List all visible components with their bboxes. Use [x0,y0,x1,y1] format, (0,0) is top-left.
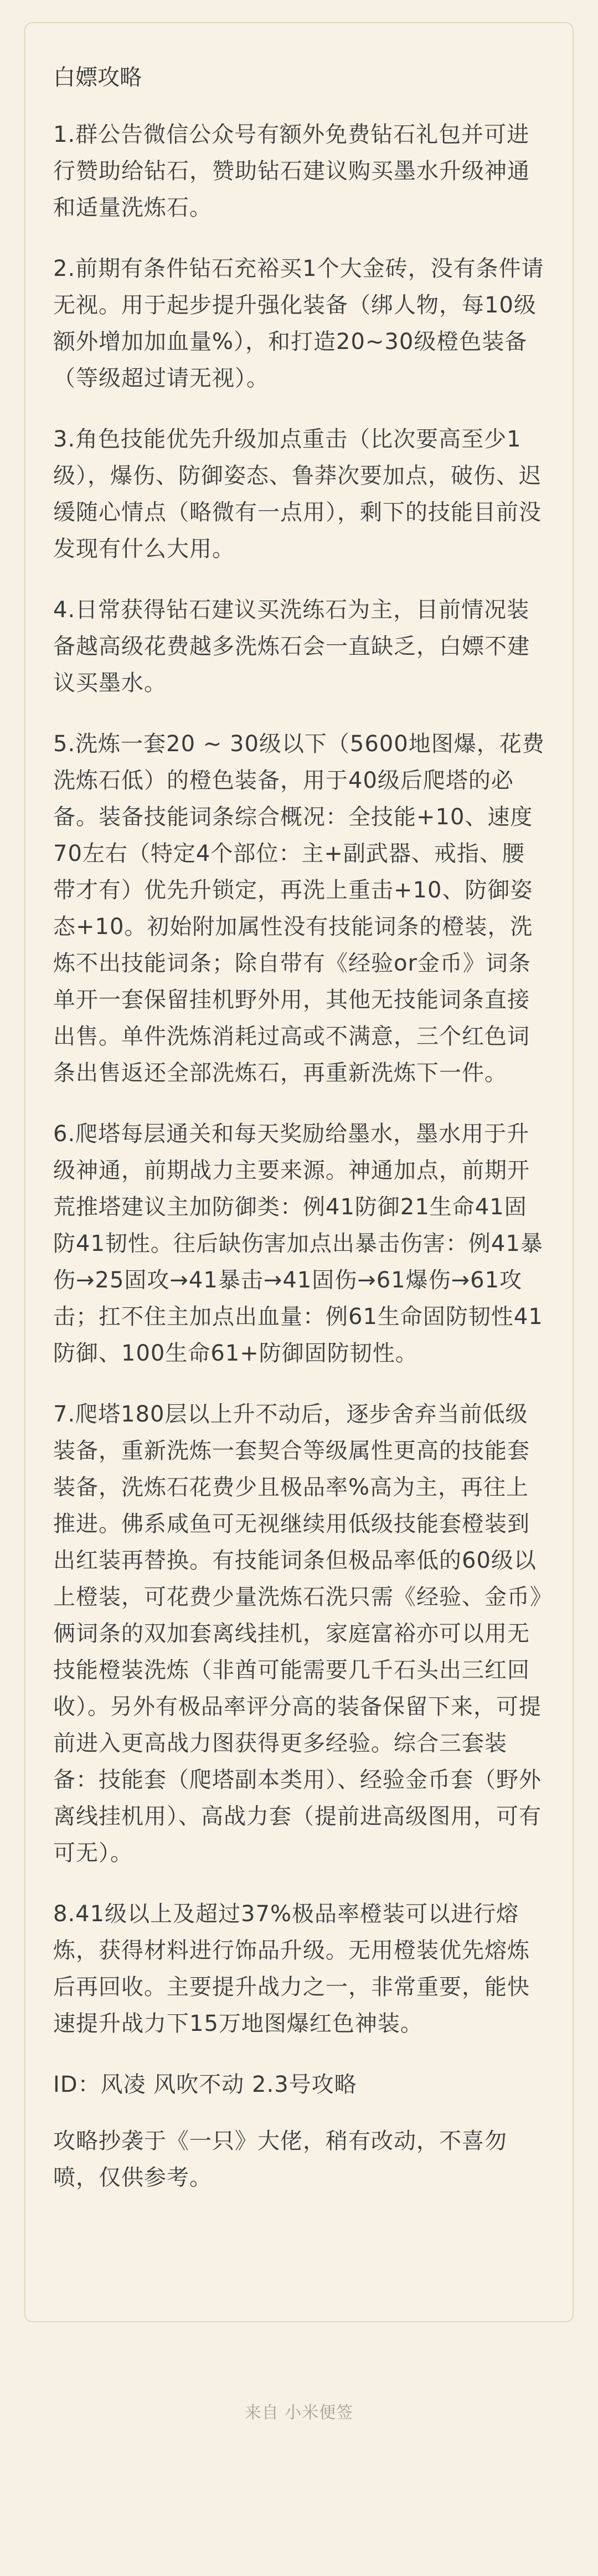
author-id-line: ID：风凌 风吹不动 2.3号攻略 [53,2072,357,2097]
note-title: 白嫖攻略 [53,65,142,90]
note-paragraph-2: 2.前期有条件钻石充裕买1个大金砖，没有条件请无视。用于起步提升强化装备（绑人物，每10级额外增加加血量%），和打造20~30级橙色装备（等级超过请无视）。 [53,256,544,391]
note-paragraph-1: 1.群公告微信公众号有额外免费钻石礼包并可进行赞助给钻石，赞助钻石建议购买墨水升级神通和适量洗炼石。 [53,122,530,220]
note-card[interactable] [24,22,574,2322]
note-paragraph-6: 6.爬塔每层通关和每天奖励给墨水，墨水用于升级神通，前期战力主要来源。神通加点，前期开荒推塔建议主加防御类：例41防御21生命41固防41韧性。往后缺伤害加点出暴击伤害：例41暴伤→25固攻→41暴击→41固伤→61爆伤→61攻击；扛不住主加点出血量：例61生命固防韧性41防御、100生命61+防御固防韧性。 [53,1121,543,1366]
note-paragraph-4: 4.日常获得钻石建议买洗练石为主，目前情况装备越高级花费越多洗炼石会一直缺乏，白嫖不建议买墨水。 [53,597,530,696]
note-paragraph-7: 7.爬塔180层以上升不动后，逐步舍弃当前低级装备，重新洗炼一套契合等级属性更高的技能套装备，洗炼石花费少且极品率%高为主，再往上推进。佛系咸鱼可无视继续用低级技能套橙装到出红装再替换。有技能词条但极品率低的60级以上橙装，可花费少量洗炼石洗只需《经验、金币》俩词条的双加套离线挂机，家庭富裕亦可以用无技能橙装洗炼（非酋可能需要几千石头出三红回收）。另外有极品率评分高的装备保留下来，可提前进入更高战力图获得更多经验。综合三套装备：技能套（爬塔副本类用）、经验金币套（野外离线挂机用）、高战力套（提前进高级图用，可有可无）。 [53,1402,542,1866]
note-paragraph-5: 5.洗炼一套20 ~ 30级以下（5600地图爆，花费洗炼石低）的橙色装备，用于40级后爬塔的必备。装备技能词条综合概况：全技能+10、速度70左右（特定4个部位：主+副武器、戒指、腰带才有）优先升锁定，再洗上重击+10、防御姿态+10。初始附加属性没有技能词条的橙装，洗炼不出技能词条；除自带有《经验or金币》词条单开一套保留挂机野外用，其他无技能词条直接出售。单件洗炼消耗过高或不满意，三个红色词条出售返还全部洗炼石，再重新洗炼下一件。 [53,731,545,1086]
note-content [25,23,573,2196]
note-paragraph-8: 8.41级以上及超过37%极品率橙装可以进行熔炼，获得材料进行饰品升级。无用橙装优先熔炼后再回收。主要提升战力之一，非常重要，能快速提升战力下15万地图爆红色神装。 [53,1901,530,2036]
source-footer: 来自 小米便签 [244,2403,354,2423]
credit-line: 攻略抄袭于《一只》大佬，稍有改动，不喜勿喷，仅供参考。 [53,2128,507,2190]
note-paragraph-3: 3.角色技能优先升级加点重击（比次要高至少1级），爆伤、防御姿态、鲁莽次要加点，破伤、迟缓随心情点（略微有一点用），剩下的技能目前没发现有什么大用。 [53,427,542,562]
